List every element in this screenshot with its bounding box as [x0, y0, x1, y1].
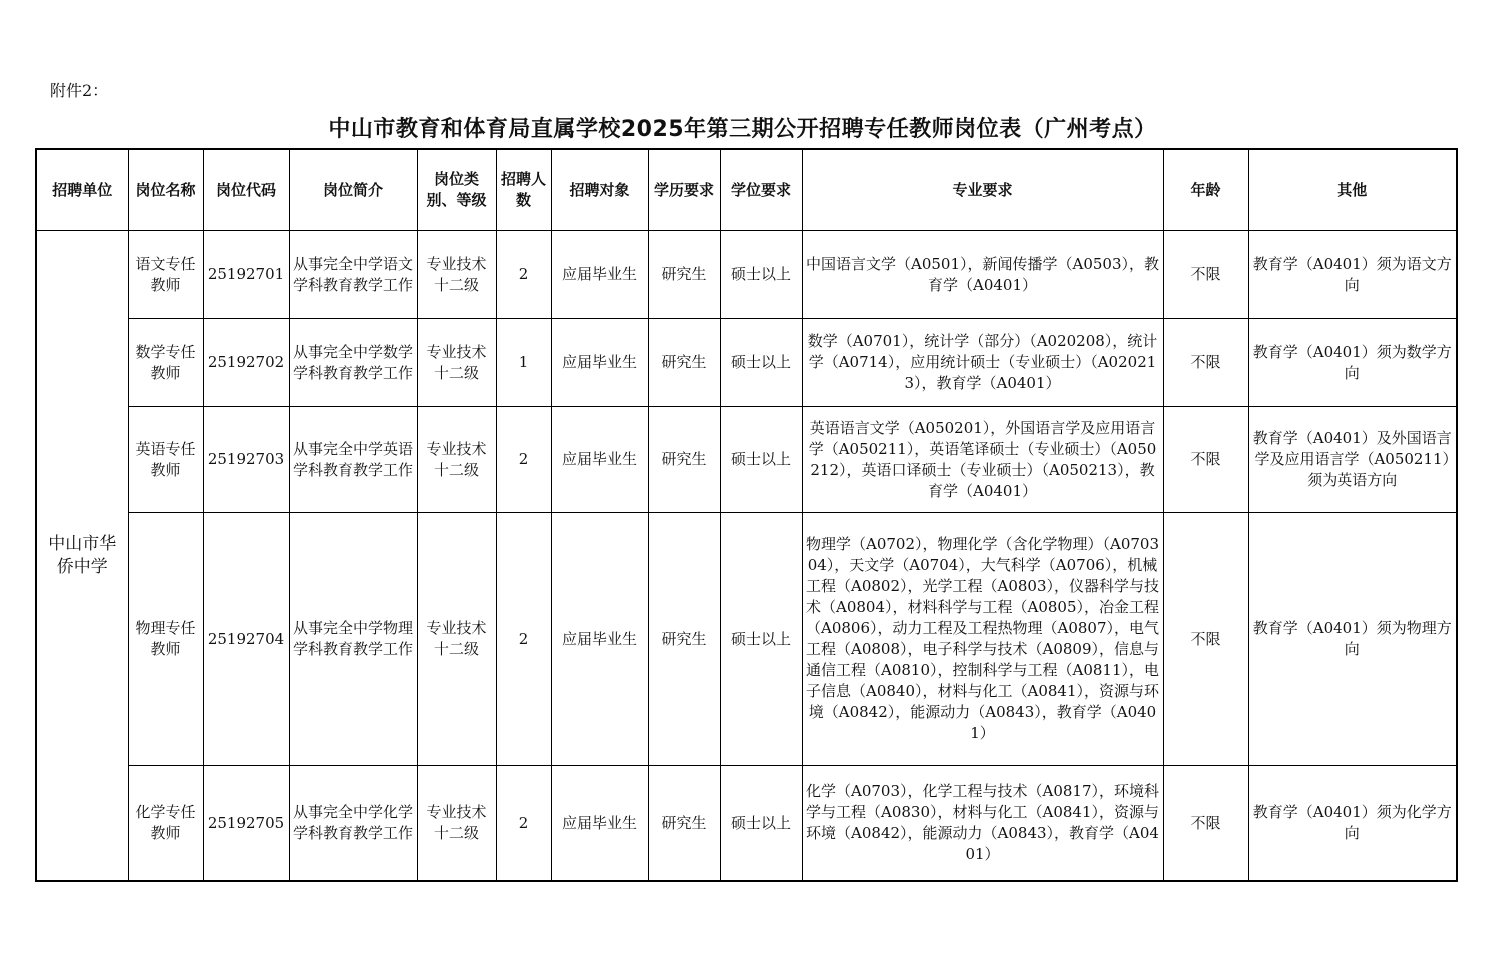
age-cell: 不限	[1163, 766, 1248, 882]
table-row	[36, 513, 1457, 766]
position-code-cell: 25192704	[203, 513, 289, 766]
position-category-cell: 专业技术十二级	[417, 407, 496, 513]
target-cell: 应届毕业生	[551, 513, 648, 766]
position-code-cell: 25192703	[203, 407, 289, 513]
header-cell: 岗位类别、等级	[417, 149, 496, 231]
table-row	[36, 407, 1457, 513]
age-cell: 不限	[1163, 319, 1248, 407]
position-name-cell: 英语专任教师	[128, 407, 203, 513]
position-intro-cell: 从事完全中学数学学科教育教学工作	[289, 319, 417, 407]
target-cell: 应届毕业生	[551, 231, 648, 319]
major-cell: 中国语言文学（A0501），新闻传播学（A0503），教育学（A0401）	[802, 231, 1163, 319]
headcount-cell: 2	[496, 231, 551, 319]
header-cell: 年龄	[1163, 149, 1248, 231]
major-cell: 英语语言文学（A050201），外国语言学及应用语言学（A050211），英语笔译硕士（专业硕士）（A050212），英语口译硕士（专业硕士）（A050213），教育学（A0401）	[802, 407, 1163, 513]
header-cell: 岗位代码	[203, 149, 289, 231]
age-cell: 不限	[1163, 231, 1248, 319]
headcount-cell: 2	[496, 766, 551, 882]
headcount-cell: 2	[496, 513, 551, 766]
header-row	[36, 149, 1457, 231]
major-cell: 物理学（A0702），物理化学（含化学物理）（A070304），天文学（A0704），大气科学（A0706），机械工程（A0802），光学工程（A0803），仪器科学与技术（A0804），材料科学与工程（A0805），冶金工程（A0806），动力工程及工程热物理（A0807），电气工程（A0808），电子科学与技术（A0809），信息与通信工程（A0810），控制科学与工程（A0811），电子信息（A0840），材料与化工（A0841），资源与环境（A0842），能源动力（A0843），教育学（A0401）	[802, 513, 1163, 766]
education-cell: 研究生	[648, 231, 720, 319]
target-cell: 应届毕业生	[551, 407, 648, 513]
position-name-cell: 化学专任教师	[128, 766, 203, 882]
age-cell: 不限	[1163, 513, 1248, 766]
table-row	[36, 766, 1457, 882]
position-intro-cell: 从事完全中学语文学科教育教学工作	[289, 231, 417, 319]
headcount-cell: 1	[496, 319, 551, 407]
other-cell: 教育学（A0401）须为物理方向	[1248, 513, 1457, 766]
position-name-cell: 物理专任教师	[128, 513, 203, 766]
major-cell: 数学（A0701），统计学（部分）（A020208），统计学（A0714），应用统计硕士（专业硕士）（A020213），教育学（A0401）	[802, 319, 1163, 407]
unit-cell: 中山市华侨中学	[36, 231, 128, 882]
other-cell: 教育学（A0401）须为数学方向	[1248, 319, 1457, 407]
position-code-cell: 25192705	[203, 766, 289, 882]
header-cell: 招聘单位	[36, 149, 128, 231]
degree-cell: 硕士以上	[720, 231, 802, 319]
position-category-cell: 专业技术十二级	[417, 766, 496, 882]
table-row	[36, 319, 1457, 407]
position-name-cell: 数学专任教师	[128, 319, 203, 407]
position-category-cell: 专业技术十二级	[417, 513, 496, 766]
other-cell: 教育学（A0401）及外国语言学及应用语言学（A050211）须为英语方向	[1248, 407, 1457, 513]
target-cell: 应届毕业生	[551, 766, 648, 882]
degree-cell: 硕士以上	[720, 766, 802, 882]
education-cell: 研究生	[648, 407, 720, 513]
target-cell: 应届毕业生	[551, 319, 648, 407]
education-cell: 研究生	[648, 513, 720, 766]
page-title: 中山市教育和体育局直属学校2025年第三期公开招聘专任教师岗位表（广州考点）	[328, 117, 1157, 142]
degree-cell: 硕士以上	[720, 407, 802, 513]
headcount-cell: 2	[496, 407, 551, 513]
positions-table	[35, 148, 1458, 882]
header-cell: 岗位名称	[128, 149, 203, 231]
other-cell: 教育学（A0401）须为语文方向	[1248, 231, 1457, 319]
degree-cell: 硕士以上	[720, 513, 802, 766]
header-cell: 岗位简介	[289, 149, 417, 231]
position-code-cell: 25192701	[203, 231, 289, 319]
attachment-label: 附件2：	[50, 81, 109, 100]
education-cell: 研究生	[648, 319, 720, 407]
header-cell: 学位要求	[720, 149, 802, 231]
header-cell: 专业要求	[802, 149, 1163, 231]
other-cell: 教育学（A0401）须为化学方向	[1248, 766, 1457, 882]
position-name-cell: 语文专任教师	[128, 231, 203, 319]
header-cell: 其他	[1248, 149, 1457, 231]
position-code-cell: 25192702	[203, 319, 289, 407]
position-category-cell: 专业技术十二级	[417, 231, 496, 319]
education-cell: 研究生	[648, 766, 720, 882]
position-intro-cell: 从事完全中学物理学科教育教学工作	[289, 513, 417, 766]
age-cell: 不限	[1163, 407, 1248, 513]
position-intro-cell: 从事完全中学英语学科教育教学工作	[289, 407, 417, 513]
header-cell: 招聘人数	[496, 149, 551, 231]
major-cell: 化学（A0703），化学工程与技术（A0817），环境科学与工程（A0830），材料与化工（A0841），资源与环境（A0842），能源动力（A0843），教育学（A0401）	[802, 766, 1163, 882]
position-category-cell: 专业技术十二级	[417, 319, 496, 407]
table-row	[36, 231, 1457, 319]
header-cell: 招聘对象	[551, 149, 648, 231]
header-cell: 学历要求	[648, 149, 720, 231]
position-intro-cell: 从事完全中学化学学科教育教学工作	[289, 766, 417, 882]
degree-cell: 硕士以上	[720, 319, 802, 407]
